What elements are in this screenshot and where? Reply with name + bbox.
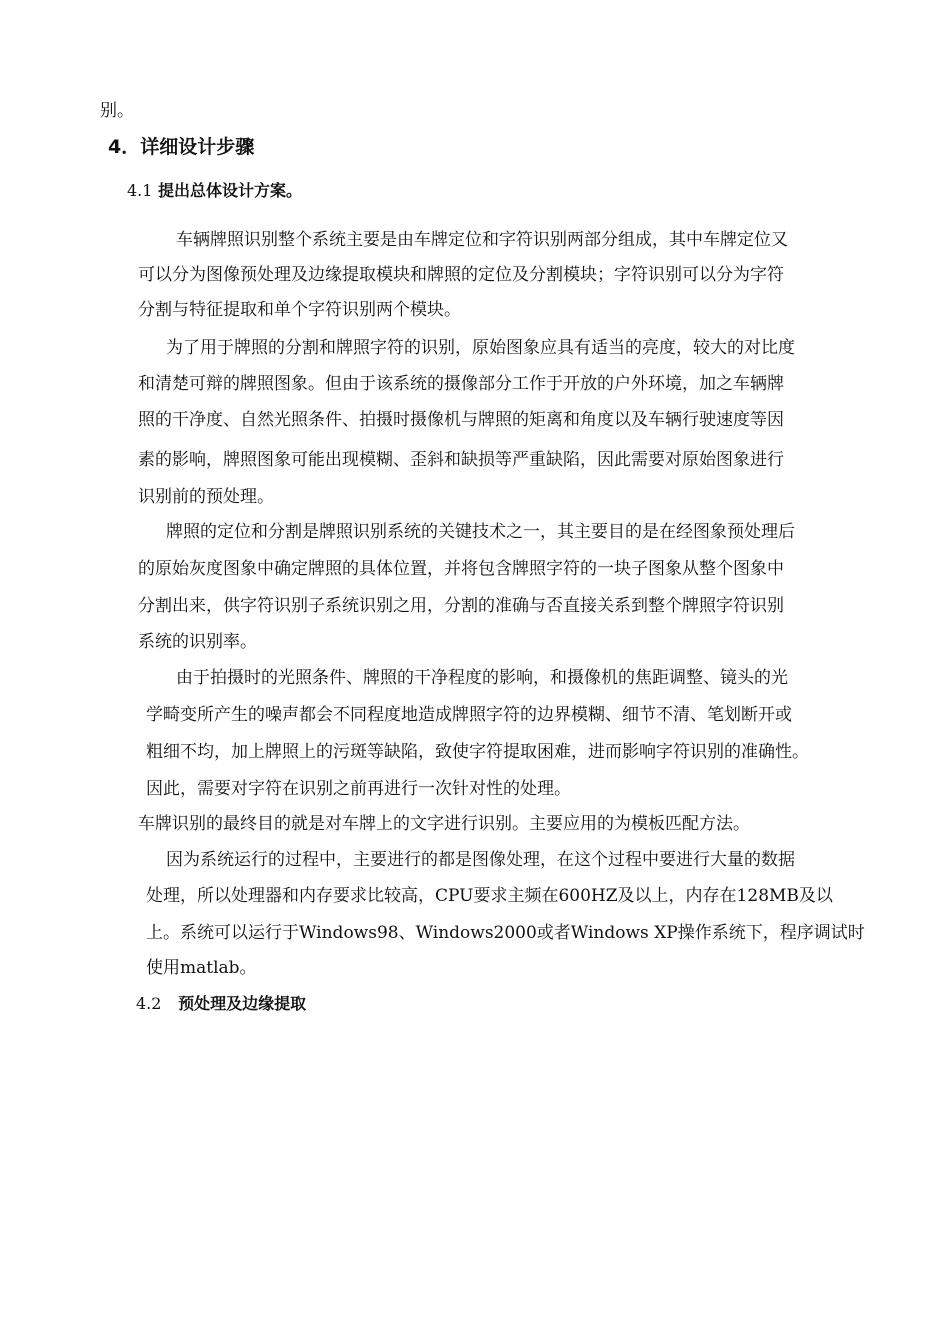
p3-line: 的原始灰度图象中确定牌照的具体位置，并将包含牌照字符的一块子图象从整个图象中 — [138, 559, 784, 579]
section-4-heading: 4．详细设计步骤 — [108, 136, 255, 158]
p3-line: 系统的识别率。 — [138, 632, 257, 652]
p2-line: 为了用于牌照的分割和牌照字符的识别，原始图象应具有适当的亮度，较大的对比度 — [166, 338, 795, 358]
p1-line: 车辆牌照识别整个系统主要是由车牌定位和字符识别两部分组成，其中车牌定位又 — [176, 230, 788, 250]
subsection-4-1-heading — [127, 179, 302, 203]
p1-line: 可以分为图像预处理及边缘提取模块和牌照的定位及分割模块；字符识别可以分为字符 — [138, 265, 784, 285]
p4-line: 学畸变所产生的噪声都会不同程度地造成牌照字符的边界模糊、细节不清、笔划断开或 — [146, 705, 792, 725]
p1-line: 分割与特征提取和单个字符识别两个模块。 — [138, 300, 461, 320]
p2-line: 照的干净度、自然光照条件、拍摄时摄像机与牌照的矩离和角度以及车辆行驶速度等因 — [138, 410, 784, 430]
p5-line: 车牌识别的最终目的就是对车牌上的文字进行识别。主要应用的为模板匹配方法。 — [138, 814, 750, 834]
subsection-number: 4.2 — [136, 994, 162, 1013]
p2-line: 和清楚可辩的牌照图象。但由于该系统的摄像部分工作于开放的户外环境，加之车辆牌 — [138, 374, 784, 394]
p4-line: 因此，需要对字符在识别之前再进行一次针对性的处理。 — [146, 779, 571, 799]
p3-line: 牌照的定位和分割是牌照识别系统的关键技术之一，其主要目的是在经图象预处理后 — [166, 522, 795, 542]
p3-line: 分割出来，供字符识别子系统识别之用，分割的准确与否直接关系到整个牌照字符识别 — [138, 596, 784, 616]
p6-line: 因为系统运行的过程中，主要进行的都是图像处理，在这个过程中要进行大量的数据 — [166, 850, 795, 870]
p6-line: 上。系统可以运行于Windows98、Windows2000或者Windows XP操作系统下，程序调试时 — [146, 923, 865, 943]
p2-line: 素的影响，牌照图象可能出现模糊、歪斜和缺损等严重缺陷，因此需要对原始图象进行 — [138, 450, 784, 470]
p4-line: 粗细不均，加上牌照上的污斑等缺陷，致使字符提取困难，进而影响字符识别的准确性。 — [146, 742, 809, 762]
subsection-title: 预处理及边缘提取 — [178, 994, 307, 1013]
subsection-number: 4.1 — [127, 181, 153, 200]
subsection-title: 提出总体设计方案。 — [158, 181, 303, 200]
continuation-text: 别。 — [100, 101, 134, 121]
p6-line: 处理，所以处理器和内存要求比较高，CPU要求主频在600HZ及以上，内存在128MB及以 — [146, 886, 833, 906]
p4-line: 由于拍摄时的光照条件、牌照的干净程度的影响，和摄像机的焦距调整、镜头的光 — [176, 668, 788, 688]
subsection-4-2-heading — [136, 992, 306, 1016]
p2-line: 识别前的预处理。 — [138, 487, 274, 507]
p6-line: 使用matlab。 — [146, 958, 257, 978]
